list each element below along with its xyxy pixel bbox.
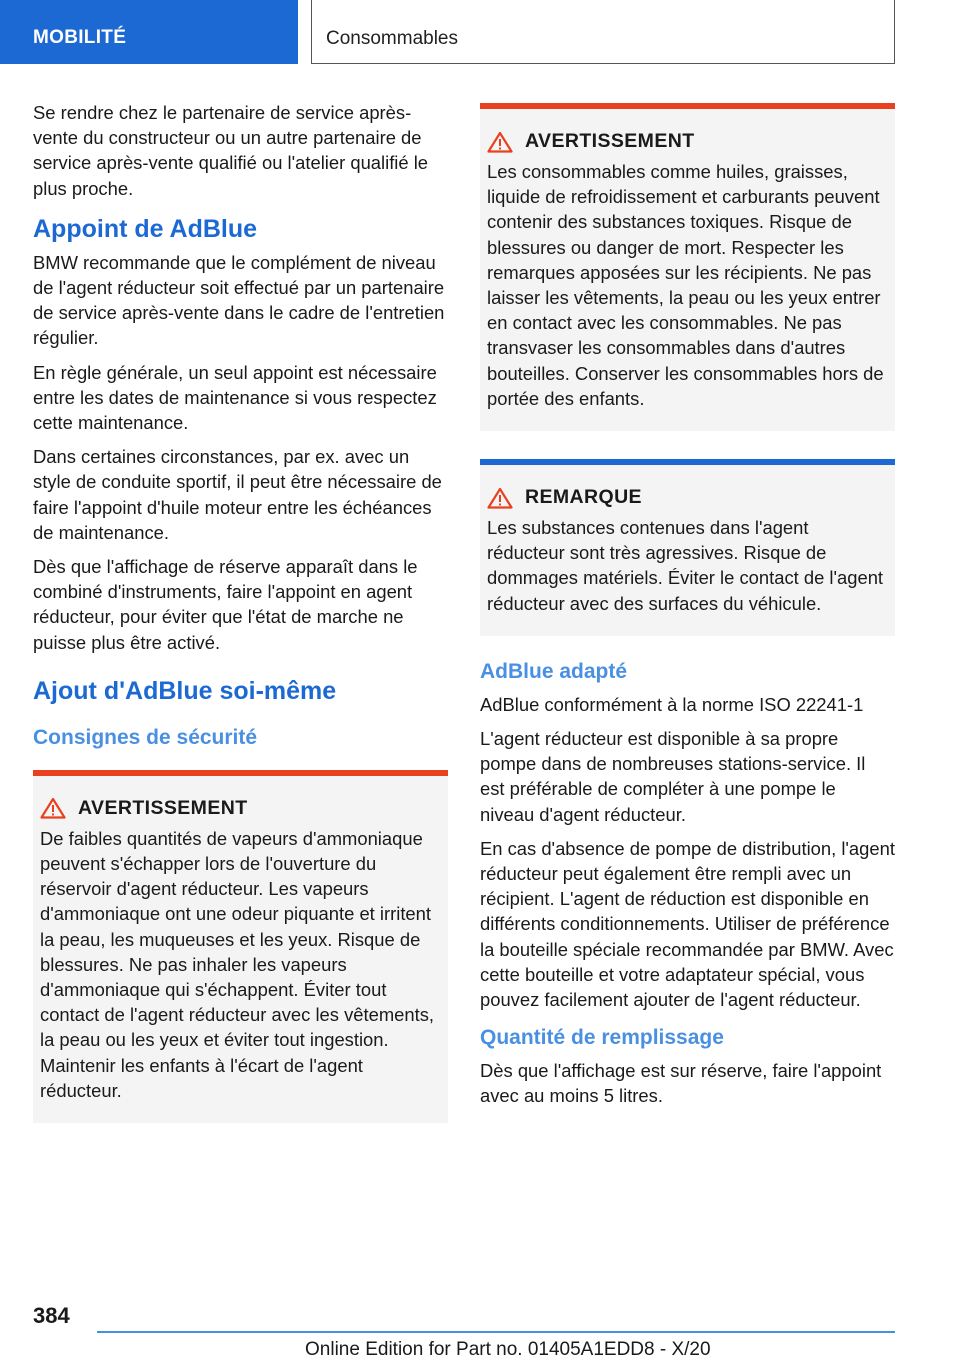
paragraph-regle: En règle générale, un seul appoint est nécessaire entre les dates de maintenance si vous respectez cette maintenance. — [33, 361, 437, 434]
paragraph-norme: AdBlue conformément à la norme ISO 22241-1 — [480, 693, 864, 715]
warning-triangle-icon — [487, 131, 513, 153]
heading-quantite: Quantité de remplissage — [480, 1026, 724, 1050]
callout-text: De faibles quantités de vapeurs d'ammoniaque peuvent s'échapper lors de l'ouverture du réservoir d'agent réducteur. Les vapeurs d'ammoniaque ont une odeur piquante et irritent la peau, les muqueuses et les yeux. Risque de blessures. Ne pas inhaler les vapeurs d'ammoniaque qui s'échappent. Éviter tout contact de l'agent réducteur avec les vêtements, la peau ou les yeux et éviter tout ingestion. Maintenir les enfants à l'écart de l'agent réducteur. — [40, 827, 435, 1101]
left-column — [33, 100, 448, 1147]
callout-text: Les consommables comme huiles, graisses, liquide de refroidissement et carburants peuvent contenir des substances toxiques. Risque de blessures ou danger de mort. Respecter les remarques apposées sur les récipients. Ne pas laisser les vêtements, la peau ou les yeux entrer en contact avec les consommables. Ne pas transvaser les consommables dans d'autres bouteilles. Conserver les consommables hors de portée des enfants. — [487, 161, 884, 409]
paragraph-quantite: Dès que l'affichage est sur réserve, faire l'appoint avec au moins 5 litres. — [480, 1060, 882, 1107]
warning-triangle-icon — [487, 487, 513, 509]
heading-adapte: AdBlue adapté — [480, 659, 628, 683]
callout-title: REMARQUE — [525, 486, 642, 509]
chapter-title: Consommables — [311, 0, 895, 64]
right-column — [480, 103, 895, 1118]
paragraph-circonstances: Dans certaines circonstances, par ex. avec un style de conduite sportif, il peut être nécessaire de faire l'appoint d'huile moteur entre les échéances de maintenance. — [33, 446, 442, 543]
note-callout — [480, 459, 895, 636]
callout-text: Les substances contenues dans l'agent réducteur sont très agressives. Risque de dommages matériels. Éviter le contact de l'agent réducteur avec des surfaces du véhicule. — [487, 517, 884, 614]
warning-triangle-icon — [40, 797, 66, 819]
paragraph-recommandation: BMW recommande que le complément de niveau de l'agent réducteur soit effectué par un partenaire de service après-vente dans le cadre de l'entretien régulier. — [33, 251, 445, 349]
footer-edition-text: Online Edition for Part no. 01405A1EDD8 - X/20 — [305, 1339, 711, 1360]
paragraph-recipient: En cas d'absence de pompe de distribution, l'agent réducteur peut également être rempli avec un récipient. L'agent de réduction est disponible en différents conditionnements. Utiliser de préférence la bouteille spéciale recommandée par BMW. Avec cette bouteille et votre adaptateur spécial, vous pouvez facilement ajouter de l'agent réducteur. — [480, 837, 895, 1011]
page-number: 384 — [33, 1303, 70, 1328]
callout-title: AVERTISSEMENT — [78, 796, 248, 819]
section-tab: MOBILITÉ — [0, 0, 298, 64]
callout-header — [487, 109, 887, 153]
callout-header — [40, 776, 440, 820]
callout-title: AVERTISSEMENT — [525, 130, 695, 152]
footer-divider — [97, 1331, 895, 1333]
heading-appoint: Appoint de AdBlue — [33, 214, 258, 243]
paragraph-reserve: Dès que l'affichage de réserve apparaît dans le combiné d'instruments, faire l'appoint en agent réducteur, pour éviter que l'état de marche ne puisse plus être activé. — [33, 556, 418, 653]
callout-header — [487, 465, 887, 509]
intro-paragraph: Se rendre chez le partenaire de service après-vente du constructeur ou un autre partenaire de service après-vente qualifié ou l'atelier qualifié le plus proche. — [33, 102, 429, 199]
warning-callout-consommables — [480, 103, 895, 431]
heading-consignes: Consignes de sécurité — [33, 725, 258, 749]
heading-ajout: Ajout d'AdBlue soi-même — [33, 676, 337, 705]
paragraph-pompe: L'agent réducteur est disponible à sa propre pompe dans de nombreuses stations-service. Il est préférable de compléter à une pompe le niveau d'agent réducteur. — [480, 728, 866, 825]
warning-callout-ammonia — [33, 770, 448, 1123]
